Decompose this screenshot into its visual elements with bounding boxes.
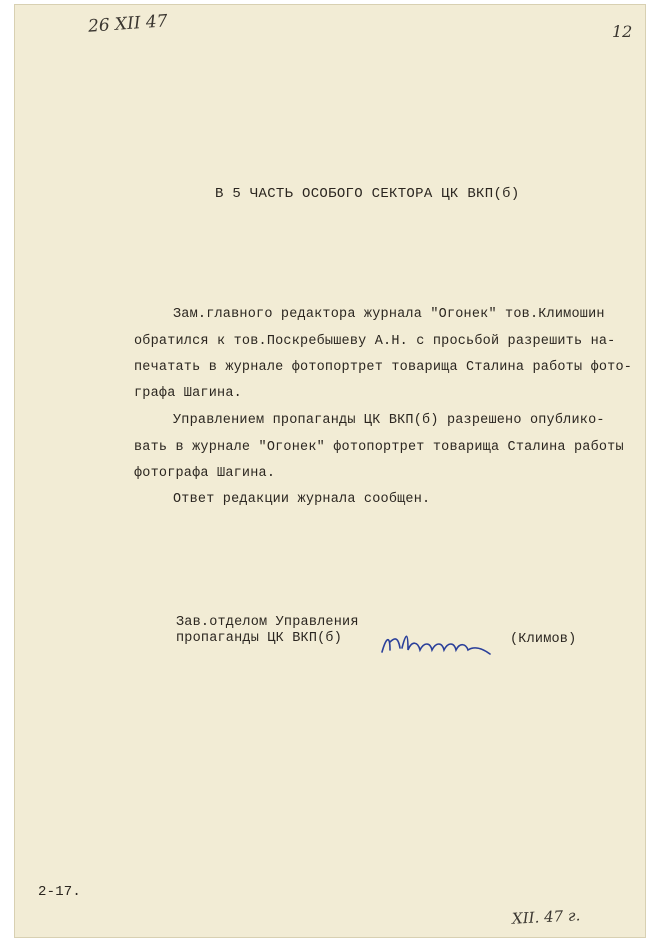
handwritten-signature	[378, 628, 496, 662]
handwritten-date: 26 XII 47	[87, 11, 169, 37]
body-line-8: Ответ редакции журнала сообщен.	[173, 492, 431, 507]
signatory-name: (Климов)	[510, 632, 577, 647]
body-line-2: обратился к тов.Поскребышеву А.Н. с просьбой разрешить на-	[134, 334, 616, 349]
body-line-3: печатать в журнале фотопортрет товарища Сталина работы фото-	[134, 360, 633, 375]
page-number: 12	[612, 22, 633, 41]
page-title: В 5 ЧАСТЬ ОСОБОГО СЕКТОРА ЦК ВКП(б)	[215, 186, 520, 202]
document-page	[14, 4, 646, 938]
body-line-1: Зам.главного редактора журнала "Огонек" тов.Климошин	[173, 307, 605, 322]
body-line-5: Управлением пропаганды ЦК ВКП(б) разрешено опублико-	[173, 413, 605, 428]
document-code: 2-17.	[38, 884, 82, 900]
body-line-6: вать в журнале "Огонек" фотопортрет товарища Сталина работы	[134, 440, 624, 455]
body-line-4: графа Шагина.	[134, 386, 242, 401]
signature-title-line-1: Зав.отделом Управления	[176, 615, 359, 630]
signature-title	[176, 615, 359, 647]
body-line-7: фотографа Шагина.	[134, 466, 276, 481]
signature-title-line-2: пропаганды ЦК ВКП(б)	[176, 631, 343, 646]
handwritten-footer-date: XII. 47 г.	[511, 906, 581, 928]
